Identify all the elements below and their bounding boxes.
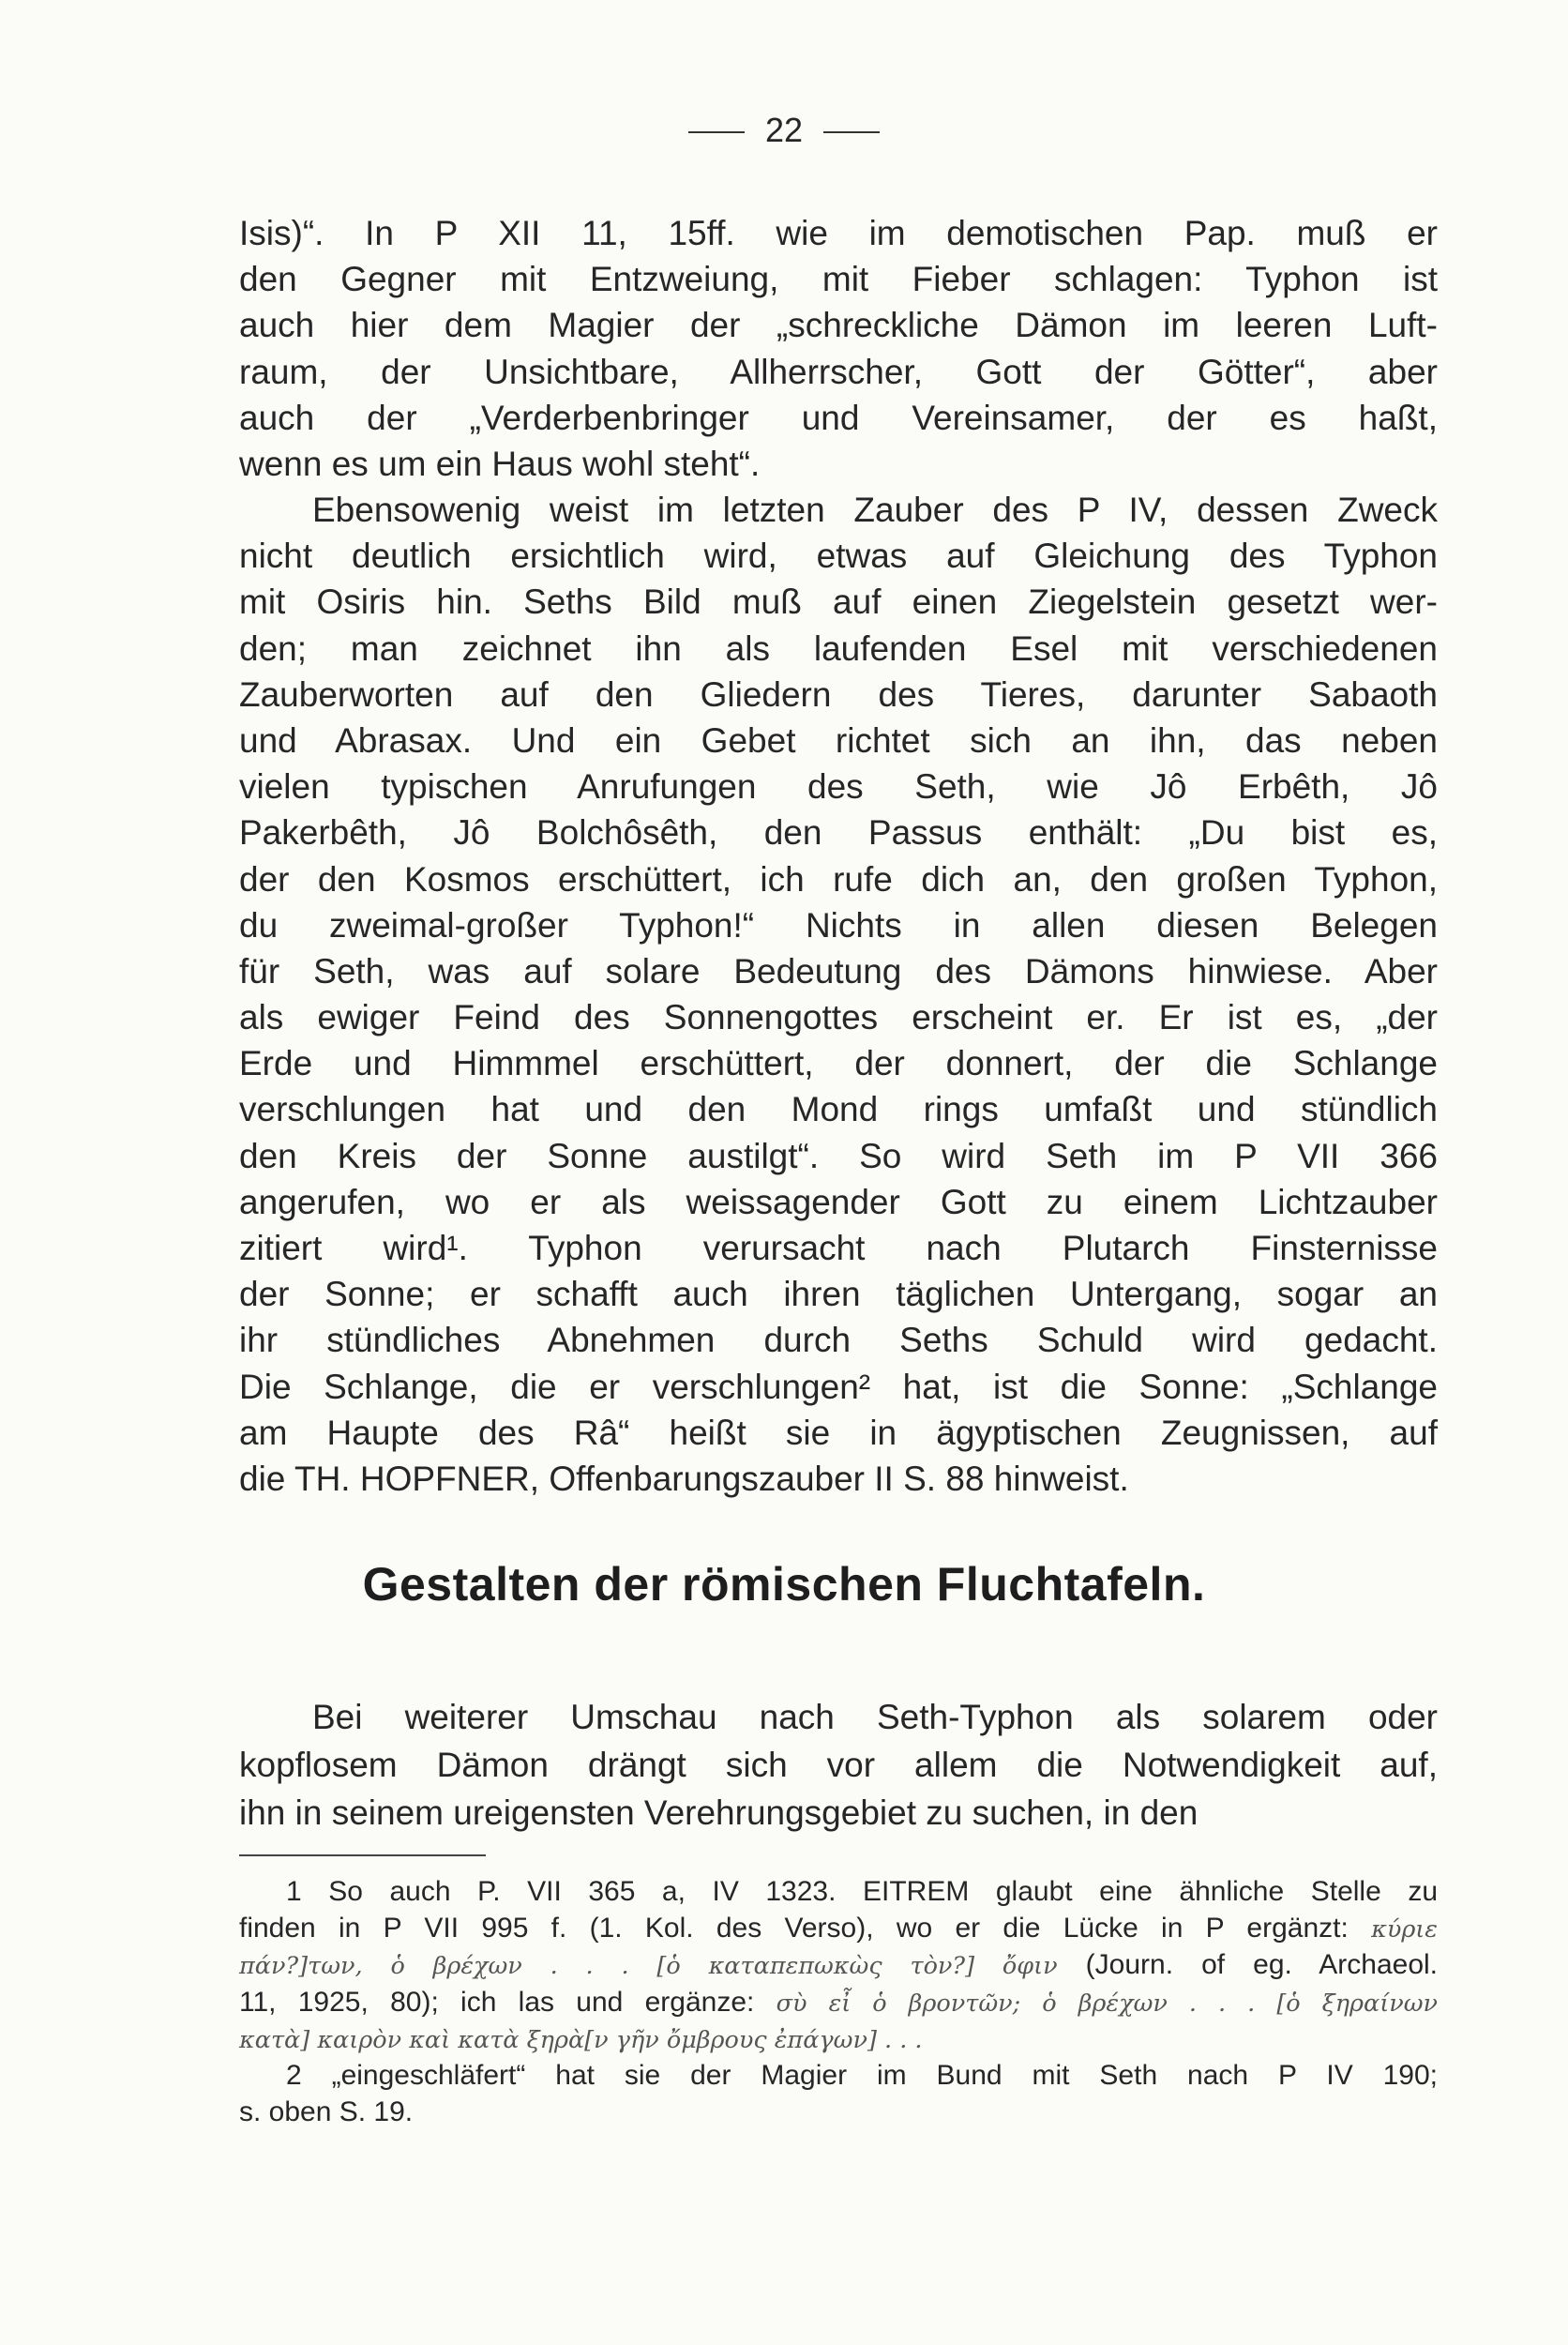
page-number-header xyxy=(0,111,1568,150)
text-line: Ebensowenig weist im letzten Zauber des P IV, dessen Zweck xyxy=(312,491,1438,529)
footnote-line xyxy=(239,1910,1438,1946)
paragraph-1 xyxy=(239,210,1438,487)
text-line: wenn es um ein Haus wohl steht“. xyxy=(239,444,761,483)
footnote-text: 1 So auch P. VII 365 a, IV 1323. EITREM glaubt eine ähnliche Stelle zu xyxy=(286,1876,1438,1907)
section-heading: Gestalten der römischen Fluchtafeln. xyxy=(362,1558,1206,1611)
page-number: 22 xyxy=(764,111,804,149)
greek-text: σὺ εἶ ὁ βροντῶν; ὁ βρέχων . . . [ὁ ξηραίνων xyxy=(776,1989,1438,2018)
greek-text: πάν?]των, ὁ βρέχων . . . [ὁ καταπεπωκὼς τὸν?] ὄφιν xyxy=(239,1952,1058,1981)
dash-left xyxy=(688,131,745,133)
greek-text: κατὰ] καιρὸν καὶ κατὰ ξηρὰ[ν γῆν ὄμβρους ἐπάγων] . . . xyxy=(239,2025,923,2054)
footnote-text: 11, 1925, 80); ich las und ergänze: xyxy=(239,1986,776,2018)
paragraph-3 xyxy=(239,1693,1438,1837)
footnote-line xyxy=(239,1946,1438,1983)
text-line: den; man zeichnet ihn als laufenden Esel mit verschiedenen xyxy=(239,628,1438,668)
footnote-line xyxy=(239,1873,1438,1910)
footnotes xyxy=(239,1873,1438,2130)
text-line: als ewiger Feind des Sonnengottes erscheint er. Er ist es, „der xyxy=(239,998,1438,1037)
text-line: auch der „Verderbenbringer und Vereinsamer, der es haßt, xyxy=(239,398,1438,437)
text-line: zitiert wird¹. Typhon verursacht nach Plutarch Finsternisse xyxy=(239,1229,1438,1267)
footnote-text: (Journ. of eg. Archaeol. xyxy=(1057,1949,1439,1981)
footnote-separator xyxy=(239,1854,486,1856)
text-line: ihn in seinem ureigensten Verehrungsgebiet zu suchen, in den xyxy=(239,1793,1199,1832)
footnote-text: s. oben S. 19. xyxy=(239,2096,414,2128)
text-line: mit Osiris hin. Seths Bild muß auf einen Ziegelstein gesetzt wer- xyxy=(239,582,1438,622)
text-line: kopflosem Dämon drängt sich vor allem die Notwendigkeit auf, xyxy=(239,1746,1438,1784)
text-line: die TH. HOPFNER, Offenbarungszauber II S. 88 hinweist. xyxy=(239,1459,1129,1498)
text-line: der Sonne; er schafft auch ihren täglichen Untergang, sogar an xyxy=(239,1275,1438,1314)
footnote-line xyxy=(239,2057,1438,2094)
text-line: ihr stündliches Abnehmen durch Seths Schuld wird gedacht. xyxy=(239,1321,1438,1360)
text-line: Erde und Himmmel erschüttert, der donnert, der die Schlange xyxy=(239,1044,1438,1083)
greek-text: κύριε xyxy=(1371,1915,1438,1944)
text-line: und Abrasax. Und ein Gebet richtet sich an ihn, das neben xyxy=(239,720,1438,760)
text-line: du zweimal-großer Typhon!“ Nichts in allen diesen Belegen xyxy=(239,905,1438,945)
text-line: für Seth, was auf solare Bedeutung des Dämons hinwiese. Aber xyxy=(239,951,1438,991)
text-line: Die Schlange, die er verschlungen² hat, ist die Sonne: „Schlange xyxy=(239,1367,1438,1406)
footnote-line xyxy=(239,1984,1438,2020)
text-line: raum, der Unsichtbare, Allherrscher, Gott der Götter“, aber xyxy=(239,352,1438,391)
text-line: vielen typischen Anrufungen des Seth, wie Jô Erbêth, Jô xyxy=(239,767,1438,807)
footnote-line xyxy=(239,2094,1438,2130)
text-line: den Gegner mit Entzweiung, mit Fieber schlagen: Typhon ist xyxy=(239,260,1438,299)
text-line: Pakerbêth, Jô Bolchôsêth, den Passus enthält: „Du bist es, xyxy=(239,813,1438,853)
text-line: auch hier dem Magier der „schreckliche Dämon im leeren Luft- xyxy=(239,306,1438,345)
text-line: am Haupte des Râ“ heißt sie in ägyptischen Zeugnissen, auf xyxy=(239,1413,1438,1452)
footnote-text: finden in P VII 995 f. (1. Kol. des Verso), wo er die Lücke in P ergänzt: xyxy=(239,1913,1372,1944)
text-line: den Kreis der Sonne austilgt“. So wird Seth im P VII 366 xyxy=(239,1136,1438,1175)
text-line: der den Kosmos erschüttert, ich rufe dich an, den großen Typhon, xyxy=(239,859,1438,899)
text-line: Bei weiterer Umschau nach Seth-Typhon als solarem oder xyxy=(312,1698,1438,1736)
footnote-line xyxy=(239,2020,1438,2057)
text-line: Zauberworten auf den Gliedern des Tieres, darunter Sabaoth xyxy=(239,674,1438,714)
paragraph-2 xyxy=(239,487,1438,1502)
text-line: angerufen, wo er als weissagender Gott zu einem Lichtzauber xyxy=(239,1182,1438,1221)
dash-right xyxy=(823,131,880,133)
text-line: verschlungen hat und den Mond rings umfaßt und stündlich xyxy=(239,1090,1438,1129)
footnote-text: 2 „eingeschläfert“ hat sie der Magier im Bund mit Seth nach P IV 190; xyxy=(286,2059,1438,2091)
text-line: Isis)“. In P XII 11, 15ff. wie im demotischen Pap. muß er xyxy=(239,214,1438,252)
text-line: nicht deutlich ersichtlich wird, etwas auf Gleichung des Typhon xyxy=(239,537,1438,576)
